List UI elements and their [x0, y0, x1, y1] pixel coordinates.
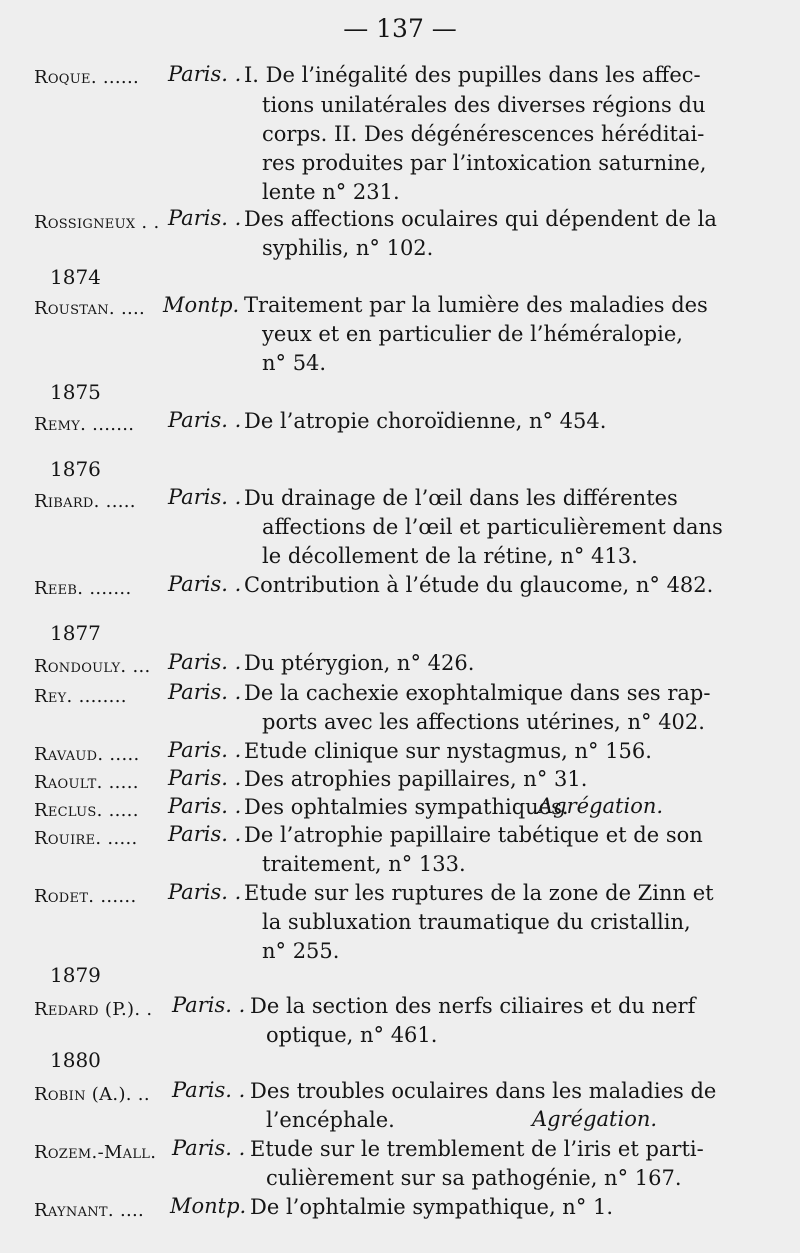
entry-title-line: ports avec les affections utérines, n° 402.: [262, 710, 705, 734]
year-heading: 1879: [50, 963, 101, 987]
entry-place: Paris. .: [168, 822, 242, 846]
entry-title-line: Etude sur les ruptures de la zone de Zinn et: [244, 881, 714, 905]
entry-title-line: Du drainage de l’œil dans les différentes: [244, 486, 678, 510]
page-number: — 137 —: [343, 14, 457, 43]
entry-author: Rozem.-Mall.: [34, 1142, 157, 1163]
entry-place: Paris. .: [168, 880, 242, 904]
entry-title-line: Des troubles oculaires dans les maladies de: [250, 1079, 717, 1103]
entry-title-line: Traitement par la lumière des maladies des: [244, 293, 708, 317]
entry-title-line: Etude sur le tremblement de l’iris et parti-: [250, 1137, 704, 1161]
entry-title-line: corps. II. Des dégénérescences héréditai-: [262, 122, 705, 146]
entry-place: Paris. .: [168, 794, 242, 818]
entry-title-line: Des atrophies papillaires, n° 31.: [244, 767, 588, 791]
entry-author: Raynant. ....: [34, 1200, 145, 1221]
entry-title-line: le décollement de la rétine, n° 413.: [262, 544, 638, 568]
entry-title-line: lente n° 231.: [262, 180, 400, 204]
entry-title-line: syphilis, n° 102.: [262, 236, 434, 260]
entry-author: Rodet. ......: [34, 886, 137, 907]
year-heading: 1874: [50, 265, 101, 289]
entry-author: Reclus. .....: [34, 800, 139, 821]
entry-place: Paris. .: [168, 680, 242, 704]
entry-author: Roque. ......: [34, 67, 139, 88]
entry-title-line: n° 54.: [262, 351, 327, 375]
entry-author: Roustan. ....: [34, 298, 146, 319]
entry-title-line: n° 255.: [262, 939, 340, 963]
entry-title-line: Etude clinique sur nystagmus, n° 156.: [244, 739, 652, 763]
entry-place: Paris. .: [172, 1136, 246, 1160]
entry-title-line: traitement, n° 133.: [262, 852, 466, 876]
entry-author: Rey. ........: [34, 686, 127, 707]
entry-place: Montp.: [163, 293, 240, 317]
entry-author: Reeb. .......: [34, 578, 132, 599]
entry-title-line: De la section des nerfs ciliaires et du nerf: [250, 994, 696, 1018]
year-heading: 1876: [50, 457, 101, 481]
entry-place: Paris. .: [168, 738, 242, 762]
entry-title-line: Des affections oculaires qui dépendent de la: [244, 207, 717, 231]
entry-title-line: optique, n° 461.: [266, 1023, 438, 1047]
entry-place: Paris. .: [168, 766, 242, 790]
entry-title-line: la subluxation traumatique du cristallin,: [262, 910, 691, 934]
entry-title-line: culièrement sur sa pathogénie, n° 167.: [266, 1166, 682, 1190]
entry-note: Agrégation.: [532, 1107, 658, 1131]
entry-author: Raoult. .....: [34, 772, 139, 793]
entry-title-line: Du ptérygion, n° 426.: [244, 651, 475, 675]
entry-title-line: affections de l’œil et particulièrement dans: [262, 515, 723, 539]
entry-place: Paris. .: [168, 408, 242, 432]
entry-title-line: res produites par l’intoxication saturnine,: [262, 151, 707, 175]
year-heading: 1880: [50, 1048, 101, 1072]
year-heading: 1875: [50, 380, 101, 404]
year-heading: 1877: [50, 621, 101, 645]
entry-note: Agrégation.: [538, 794, 664, 818]
entry-author: Remy. .......: [34, 414, 135, 435]
entry-place: Paris. .: [168, 485, 242, 509]
entry-title-line: yeux et en particulier de l’héméralopie,: [262, 322, 683, 346]
entry-author: Redard (P.). .: [34, 999, 153, 1020]
entry-author: Rossigneux . .: [34, 212, 160, 233]
entry-title-line: Des ophtalmies sympathiques.: [244, 795, 569, 819]
entry-title-line: De l’atrophie papillaire tabétique et de son: [244, 823, 703, 847]
entry-place: Paris. .: [172, 1078, 246, 1102]
entry-title-line: De la cachexie exophtalmique dans ses rap-: [244, 681, 711, 705]
entry-place: Paris. .: [172, 993, 246, 1017]
entry-place: Paris. .: [168, 650, 242, 674]
entry-place: Paris. .: [168, 206, 242, 230]
entry-title-line: tions unilatérales des diverses régions du: [262, 93, 706, 117]
entry-author: Ravaud. .....: [34, 744, 140, 765]
entry-author: Rondouly. ...: [34, 656, 151, 677]
entry-author: Robin (A.). ..: [34, 1084, 150, 1105]
entry-author: Rouire. .....: [34, 828, 138, 849]
entry-place: Montp.: [170, 1194, 247, 1218]
entry-place: Paris. .: [168, 572, 242, 596]
entry-title-line: I. De l’inégalité des pupilles dans les affec-: [244, 63, 701, 87]
entry-title-line: De l’atropie choroïdienne, n° 454.: [244, 409, 607, 433]
entry-title-line: De l’ophtalmie sympathique, n° 1.: [250, 1195, 614, 1219]
entry-title-line: l’encéphale.: [266, 1108, 395, 1132]
entry-author: Ribard. .....: [34, 491, 136, 512]
entry-place: Paris. .: [168, 62, 242, 86]
entry-title-line: Contribution à l’étude du glaucome, n° 482.: [244, 573, 714, 597]
